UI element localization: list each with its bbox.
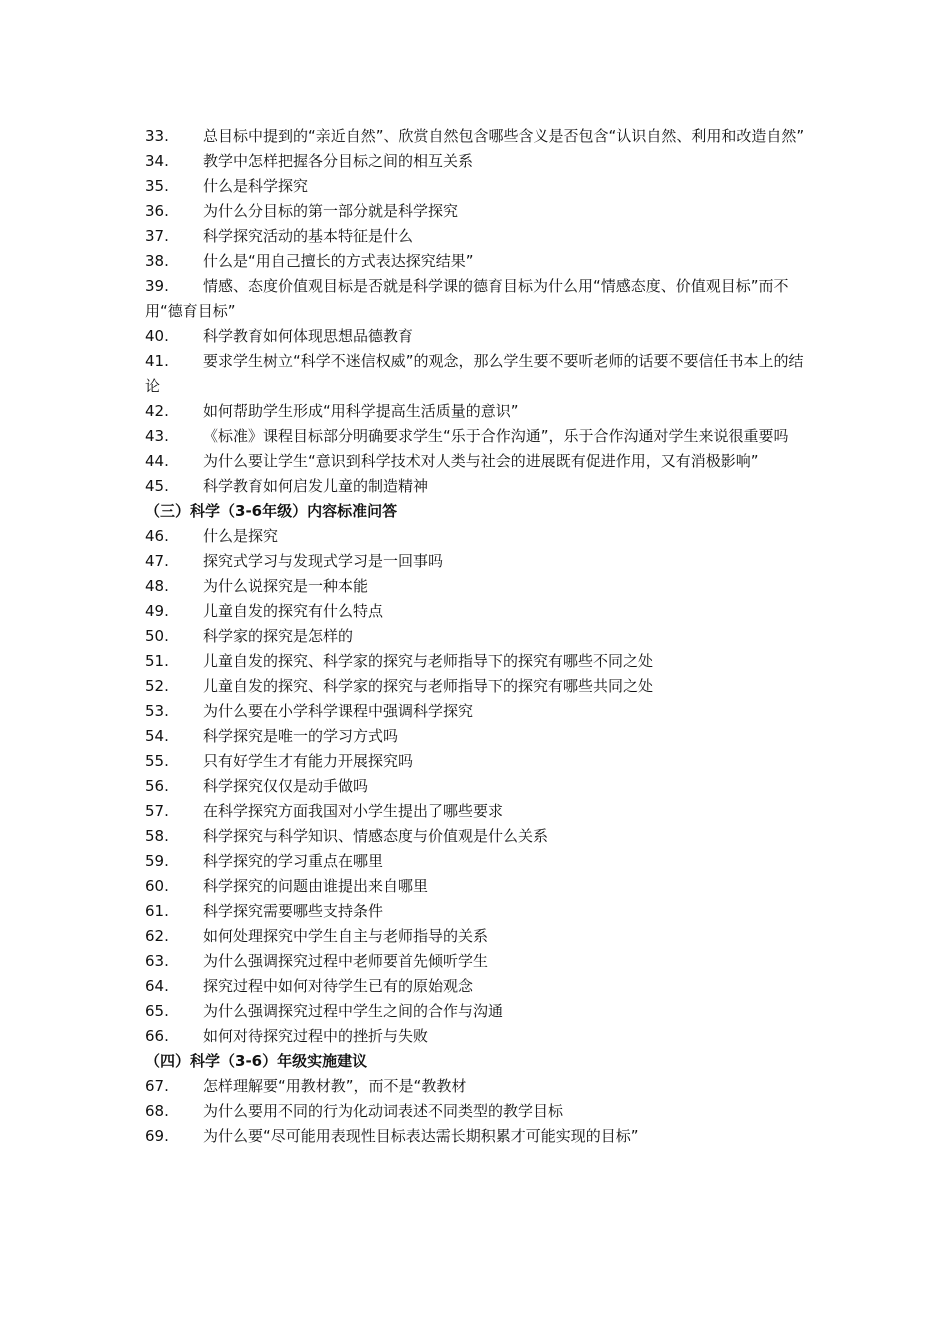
question-number: 64. — [145, 977, 169, 995]
question-number: 36. — [145, 202, 169, 220]
question-text: 在科学探究方面我国对小学生提出了哪些要求 — [203, 802, 504, 820]
question-item — [145, 324, 810, 349]
question-item — [145, 749, 810, 774]
question-number: 49. — [145, 602, 169, 620]
question-item — [145, 549, 810, 574]
question-text: 为什么要用不同的行为化动词表述不同类型的教学目标 — [203, 1102, 564, 1120]
question-text: 科学探究与科学知识、情感态度与价值观是什么关系 — [203, 827, 549, 845]
question-item — [145, 1124, 810, 1149]
question-text: 科学探究的问题由谁提出来自哪里 — [203, 877, 429, 895]
question-item — [145, 874, 810, 899]
question-number: 54. — [145, 727, 169, 745]
question-item — [145, 1024, 810, 1049]
question-item — [145, 224, 810, 249]
question-text: 科学探究需要哪些支持条件 — [203, 902, 384, 920]
question-number: 46. — [145, 527, 169, 545]
question-number: 69. — [145, 1127, 169, 1145]
question-number: 37. — [145, 227, 169, 245]
section-heading: （三）科学（3-6年级）内容标准问答 — [145, 502, 398, 520]
question-item — [145, 449, 810, 474]
question-text: 只有好学生才有能力开展探究吗 — [203, 752, 414, 770]
question-text: 科学探究仅仅是动手做吗 — [203, 777, 369, 795]
question-number: 50. — [145, 627, 169, 645]
question-number: 61. — [145, 902, 169, 920]
question-item — [145, 974, 810, 999]
question-text: 儿童自发的探究有什么特点 — [203, 602, 384, 620]
question-number: 57. — [145, 802, 169, 820]
question-item — [145, 999, 810, 1024]
question-text: 为什么要“尽可能用表现性目标表达需长期积累才可能实现的目标” — [203, 1127, 639, 1145]
question-text: 为什么说探究是一种本能 — [203, 577, 369, 595]
question-number: 55. — [145, 752, 169, 770]
question-text: 为什么强调探究过程中老师要首先倾听学生 — [203, 952, 489, 970]
question-number: 33. — [145, 127, 169, 145]
question-number: 43. — [145, 427, 169, 445]
question-text: 什么是探究 — [203, 527, 279, 545]
question-number: 41. — [145, 352, 169, 370]
question-number: 65. — [145, 1002, 169, 1020]
question-item — [145, 524, 810, 549]
question-text: 情感、态度价值观目标是否就是科学课的德育目标为什么用“情感态度、价值观目标”而不用“德育目标” — [145, 277, 789, 320]
question-item — [145, 624, 810, 649]
question-number: 52. — [145, 677, 169, 695]
question-text: 探究式学习与发现式学习是一回事吗 — [203, 552, 444, 570]
question-number: 56. — [145, 777, 169, 795]
question-number: 67. — [145, 1077, 169, 1095]
question-number: 51. — [145, 652, 169, 670]
question-item — [145, 724, 810, 749]
question-text: 科学探究的学习重点在哪里 — [203, 852, 384, 870]
question-text: 为什么强调探究过程中学生之间的合作与沟通 — [203, 1002, 504, 1020]
question-item — [145, 599, 810, 624]
question-text: 科学教育如何启发儿童的制造精神 — [203, 477, 429, 495]
question-text: 如何处理探究中学生自主与老师指导的关系 — [203, 927, 489, 945]
question-item — [145, 199, 810, 224]
question-number: 40. — [145, 327, 169, 345]
question-item — [145, 1074, 810, 1099]
question-text: 要求学生树立“科学不迷信权威”的观念，那么学生要不要听老师的话要不要信任书本上的结论 — [145, 352, 804, 395]
question-text: 儿童自发的探究、科学家的探究与老师指导下的探究有哪些共同之处 — [203, 677, 654, 695]
question-number: 66. — [145, 1027, 169, 1045]
question-item — [145, 774, 810, 799]
question-number: 63. — [145, 952, 169, 970]
question-text: 教学中怎样把握各分目标之间的相互关系 — [203, 152, 474, 170]
question-number: 39. — [145, 277, 169, 295]
question-item — [145, 924, 810, 949]
question-item — [145, 149, 810, 174]
question-number: 58. — [145, 827, 169, 845]
question-number: 68. — [145, 1102, 169, 1120]
question-text: 科学探究活动的基本特征是什么 — [203, 227, 414, 245]
question-item — [145, 1099, 810, 1124]
section-heading: （四）科学（3-6）年级实施建议 — [145, 1052, 368, 1070]
question-text: 如何对待探究过程中的挫折与失败 — [203, 1027, 429, 1045]
question-text: 如何帮助学生形成“用科学提高生活质量的意识” — [203, 402, 519, 420]
question-number: 48. — [145, 577, 169, 595]
question-item — [145, 699, 810, 724]
question-item — [145, 249, 810, 274]
question-text: 科学探究是唯一的学习方式吗 — [203, 727, 399, 745]
question-number: 35. — [145, 177, 169, 195]
question-number: 62. — [145, 927, 169, 945]
question-text: 为什么分目标的第一部分就是科学探究 — [203, 202, 459, 220]
question-text: 怎样理解要“用教材教”，而不是“教教材 — [203, 1077, 467, 1095]
question-text: 什么是“用自己擅长的方式表达探究结果” — [203, 252, 474, 270]
question-number: 42. — [145, 402, 169, 420]
question-number: 38. — [145, 252, 169, 270]
question-item — [145, 674, 810, 699]
question-item — [145, 649, 810, 674]
question-text: 总目标中提到的“亲近自然”、欣赏自然包含哪些含义是否包含“认识自然、利用和改造自然” — [203, 127, 805, 145]
question-item — [145, 124, 810, 149]
question-item — [145, 899, 810, 924]
question-item — [145, 174, 810, 199]
question-number: 45. — [145, 477, 169, 495]
question-number: 47. — [145, 552, 169, 570]
question-number: 44. — [145, 452, 169, 470]
question-number: 59. — [145, 852, 169, 870]
question-text: 儿童自发的探究、科学家的探究与老师指导下的探究有哪些不同之处 — [203, 652, 654, 670]
question-text: 《标准》课程目标部分明确要求学生“乐于合作沟通”，乐于合作沟通对学生来说很重要吗 — [203, 427, 789, 445]
document-page — [145, 124, 810, 1149]
question-number: 53. — [145, 702, 169, 720]
question-item — [145, 274, 810, 324]
question-number: 34. — [145, 152, 169, 170]
question-item — [145, 849, 810, 874]
question-text: 探究过程中如何对待学生已有的原始观念 — [203, 977, 474, 995]
question-item — [145, 349, 810, 399]
question-item — [145, 799, 810, 824]
question-item — [145, 424, 810, 449]
question-item — [145, 474, 810, 499]
question-text: 科学家的探究是怎样的 — [203, 627, 354, 645]
question-item — [145, 949, 810, 974]
question-text: 什么是科学探究 — [203, 177, 309, 195]
question-item — [145, 824, 810, 849]
question-text: 为什么要在小学科学课程中强调科学探究 — [203, 702, 474, 720]
question-item — [145, 574, 810, 599]
question-text: 为什么要让学生“意识到科学技术对人类与社会的进展既有促进作用，又有消极影响” — [203, 452, 759, 470]
question-number: 60. — [145, 877, 169, 895]
question-text: 科学教育如何体现思想品德教育 — [203, 327, 414, 345]
question-item — [145, 399, 810, 424]
